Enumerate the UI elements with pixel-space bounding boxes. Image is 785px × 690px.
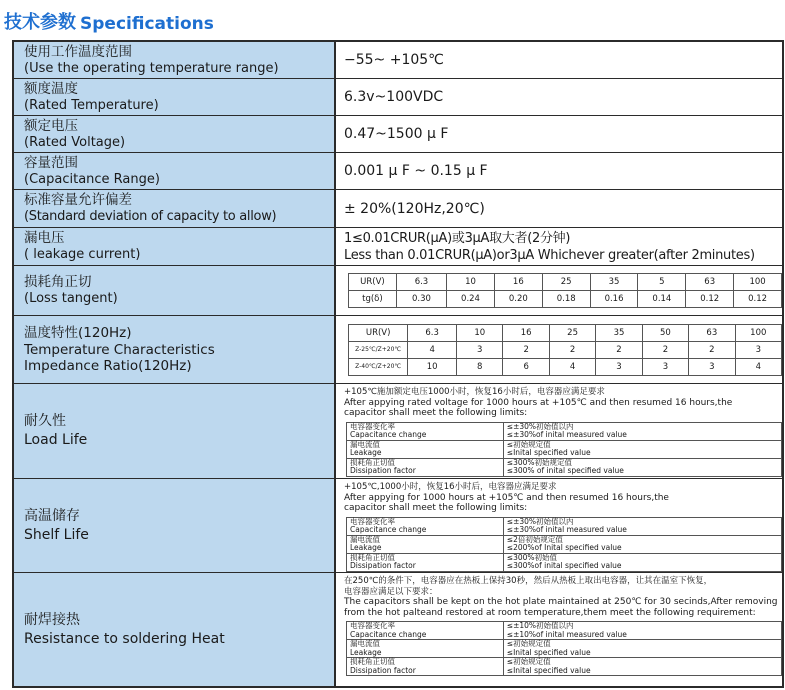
criteria-value-en: ≤±10%of inital measured value bbox=[506, 629, 627, 639]
row-leakage-current bbox=[14, 227, 782, 265]
value-cell: 4 bbox=[549, 358, 595, 375]
criteria-en: Leakage bbox=[350, 448, 382, 457]
criteria-en: Dissipation factor bbox=[350, 466, 416, 475]
label-zh: 高温储存 bbox=[24, 507, 80, 524]
voltage-row bbox=[349, 274, 782, 291]
value-cell: 0.30 bbox=[396, 291, 446, 308]
criteria-value-zh: ≤初始规定值 bbox=[506, 639, 551, 648]
criteria-en: Dissipation factor bbox=[350, 561, 416, 570]
value-cell bbox=[336, 42, 782, 78]
label-zh: 使用工作温度范围 bbox=[24, 43, 132, 60]
label-cell bbox=[14, 316, 336, 383]
label-cell bbox=[14, 190, 336, 227]
value-cell bbox=[336, 573, 782, 686]
row-temperature-range bbox=[14, 42, 782, 78]
criteria-row bbox=[347, 458, 782, 476]
voltage-row bbox=[349, 324, 782, 341]
value-cell: 2 bbox=[549, 341, 595, 358]
voltage-cell: 25 bbox=[549, 324, 595, 341]
note-en-line1: The capacitors shall be kept on the hot plate maintained at 250℃ for 30 secinds,After removing bbox=[344, 597, 778, 607]
value-cell: 10 bbox=[408, 358, 457, 375]
note-en-line1: After appying for 1000 hours at +105℃ and then resumed 16 hours,the bbox=[344, 492, 669, 503]
label-zh: 温度特性(120Hz) bbox=[24, 325, 132, 341]
label-en: (Capacitance Range) bbox=[24, 171, 160, 187]
title-chinese: 技术参数 bbox=[4, 12, 76, 33]
note-en-line1: After appying rated voltage for 1000 hours at +105℃ and then resumed 16 hours,the bbox=[344, 397, 733, 408]
row-load-life bbox=[14, 383, 782, 478]
voltage-cell: 35 bbox=[590, 274, 638, 291]
specifications-table bbox=[12, 40, 784, 688]
criteria-value-zh: ≤2倍初始规定值 bbox=[506, 534, 563, 544]
row-soldering-heat bbox=[14, 572, 782, 686]
note-zh-line2: 电容器应满足以下要求： bbox=[344, 586, 438, 597]
voltage-cell: 63 bbox=[689, 324, 735, 341]
label-en: (Rated Voltage) bbox=[24, 134, 126, 150]
label-cell bbox=[14, 228, 336, 265]
impedance-row-40 bbox=[349, 358, 782, 375]
value-text-zh: 1≤0.01CRUR(μA)或3μA取大者(2分钟) bbox=[344, 230, 571, 246]
criteria-value-zh: ≤±30%初始值以内 bbox=[506, 421, 574, 431]
value-cell: 3 bbox=[735, 341, 781, 358]
voltage-cell: 6.3 bbox=[396, 274, 446, 291]
voltage-cell: 6.3 bbox=[408, 324, 457, 341]
criteria-zh: 损耗角正切值 bbox=[350, 552, 395, 562]
value-cell: 0.20 bbox=[494, 291, 542, 308]
criteria-value-zh: ≤300%初始规定值 bbox=[506, 457, 573, 467]
criteria-value-en: ≤300% of inital specified value bbox=[506, 466, 624, 475]
criteria-zh: 电容器变化率 bbox=[350, 621, 395, 630]
voltage-cell: 16 bbox=[503, 324, 549, 341]
label-cell bbox=[14, 79, 336, 115]
value-text: 6.3v~100VDC bbox=[344, 89, 444, 105]
value-text: 0.47~1500 μ F bbox=[344, 126, 449, 142]
criteria-value-zh: ≤初始规定值 bbox=[506, 657, 551, 666]
criteria-value-en: ≤Inital specified value bbox=[506, 665, 591, 675]
criteria-value-en: ≤Inital specified value bbox=[506, 647, 591, 657]
criteria-row bbox=[347, 440, 782, 458]
value-text-en: Less than 0.01CRUR(μA)or3μA Whichever greater(after 2minutes) bbox=[344, 247, 755, 263]
header-cell: UR(V) bbox=[349, 324, 408, 341]
label-zh: 额定电压 bbox=[24, 117, 78, 134]
label-cell bbox=[14, 266, 336, 315]
voltage-cell: 63 bbox=[686, 274, 734, 291]
label-zh: 容量范围 bbox=[24, 154, 78, 171]
criteria-value-en: ≤Inital specified value bbox=[506, 448, 591, 457]
label-cell bbox=[14, 573, 336, 686]
voltage-cell: 25 bbox=[542, 274, 590, 291]
value-cell bbox=[336, 479, 782, 572]
criteria-en: Capacitance change bbox=[350, 525, 427, 534]
label-cell bbox=[14, 153, 336, 189]
value-cell: 6 bbox=[503, 358, 549, 375]
value-cell: 8 bbox=[457, 358, 503, 375]
criteria-zh: 漏电流值 bbox=[350, 639, 380, 648]
label-zh: 损耗角正切 bbox=[24, 274, 92, 290]
label-cell bbox=[14, 116, 336, 152]
note-zh-line1: 在250℃的条件下，电容器应在热板上保持30秒，然后从热板上取出电容器，让其在温室下恢复， bbox=[344, 576, 713, 586]
value-cell bbox=[336, 266, 782, 315]
voltage-cell: 50 bbox=[642, 324, 688, 341]
impedance-ratio-table bbox=[348, 324, 782, 376]
criteria-row bbox=[347, 640, 782, 658]
note-en-line2: capacitor shall meet the following limits: bbox=[344, 503, 528, 513]
value-cell bbox=[336, 190, 782, 227]
row-rated-voltage bbox=[14, 115, 782, 152]
row-shelf-life bbox=[14, 478, 782, 572]
label-zh: 耐久性 bbox=[24, 413, 66, 429]
voltage-cell: 10 bbox=[447, 274, 495, 291]
row-label-cell: Z-40℃/Z+20℃ bbox=[349, 358, 408, 375]
criteria-value-en: ≤300%of inital specified value bbox=[506, 561, 622, 570]
row-standard-deviation bbox=[14, 189, 782, 227]
criteria-en: Leakage bbox=[350, 647, 382, 657]
criteria-row bbox=[347, 553, 782, 571]
value-text: −55~ +105℃ bbox=[344, 52, 444, 68]
voltage-cell: 16 bbox=[494, 274, 542, 291]
note-en-line2: from the hot palteand restored at room temperature,them meet the following requirement: bbox=[344, 607, 756, 618]
criteria-row bbox=[347, 517, 782, 535]
criteria-row bbox=[347, 622, 782, 640]
criteria-zh: 损耗角正切值 bbox=[350, 457, 395, 467]
label-zh: 标准容量允许偏差 bbox=[24, 192, 132, 208]
value-cell: 0.14 bbox=[638, 291, 686, 308]
criteria-en: Capacitance change bbox=[350, 629, 427, 639]
criteria-row bbox=[347, 535, 782, 553]
criteria-zh: 电容器变化率 bbox=[350, 516, 395, 526]
value-cell: 2 bbox=[689, 341, 735, 358]
label-en: Shelf Life bbox=[24, 526, 89, 543]
value-cell bbox=[336, 316, 782, 383]
value-cell bbox=[336, 384, 782, 478]
criteria-value-zh: ≤±30%初始值以内 bbox=[506, 516, 574, 526]
value-cell: 0.24 bbox=[447, 291, 495, 308]
voltage-cell: 10 bbox=[457, 324, 503, 341]
label-cell bbox=[14, 42, 336, 78]
value-cell: 0.12 bbox=[734, 291, 782, 308]
criteria-en: Dissipation factor bbox=[350, 665, 416, 675]
criteria-row bbox=[347, 422, 782, 440]
page-title bbox=[4, 6, 214, 34]
voltage-cell: 35 bbox=[596, 324, 642, 341]
label-en: ( leakage current) bbox=[24, 247, 141, 262]
value-cell: 2 bbox=[503, 341, 549, 358]
label-en: (Use the operating temperature range) bbox=[24, 60, 279, 76]
criteria-table bbox=[346, 621, 782, 676]
label-en: Load Life bbox=[24, 432, 88, 448]
label-zh: 额度温度 bbox=[24, 80, 78, 97]
criteria-en: Capacitance change bbox=[350, 430, 427, 439]
criteria-en: Leakage bbox=[350, 543, 382, 552]
value-cell: 0.16 bbox=[590, 291, 638, 308]
criteria-table bbox=[346, 517, 782, 572]
voltage-cell: 5 bbox=[638, 274, 686, 291]
value-cell: 4 bbox=[408, 341, 457, 358]
criteria-zh: 电容器变化率 bbox=[350, 421, 395, 431]
label-zh: 漏电压 bbox=[24, 230, 65, 246]
label-en: (Standard deviation of capacity to allow) bbox=[24, 209, 277, 224]
note-zh: +105℃,1000小时，恢复16小时后，电容器应满足要求 bbox=[344, 482, 557, 492]
value-cell: 3 bbox=[689, 358, 735, 375]
value-text: ± 20%(120Hz,20℃) bbox=[344, 200, 485, 217]
value-cell bbox=[336, 153, 782, 189]
label-en: (Rated Temperature) bbox=[24, 97, 159, 113]
value-text: 0.001 μ F ~ 0.15 μ F bbox=[344, 163, 488, 179]
value-cell: 0.12 bbox=[686, 291, 734, 308]
loss-tangent-table bbox=[348, 273, 782, 308]
header-cell: UR(V) bbox=[349, 274, 397, 291]
title-english: Specifications bbox=[80, 14, 214, 34]
tangent-row bbox=[349, 291, 782, 308]
value-cell bbox=[336, 228, 782, 265]
impedance-row-25 bbox=[349, 341, 782, 358]
row-loss-tangent bbox=[14, 265, 782, 315]
label-cell bbox=[14, 384, 336, 478]
criteria-row bbox=[347, 658, 782, 676]
criteria-value-zh: ≤300%初始值 bbox=[506, 552, 558, 562]
note-zh: +105℃施加额定电压1000小时，恢复16小时后，电容器应满足要求 bbox=[344, 387, 605, 397]
criteria-zh: 损耗角正切值 bbox=[350, 657, 395, 666]
voltage-cell: 100 bbox=[735, 324, 781, 341]
row-rated-temperature bbox=[14, 78, 782, 115]
criteria-value-en: ≤±30%of inital measured value bbox=[506, 430, 627, 439]
label-en-line1: Temperature Characteristics bbox=[24, 342, 215, 358]
value-cell: 4 bbox=[735, 358, 781, 375]
value-cell: 3 bbox=[596, 358, 642, 375]
criteria-zh: 漏电流值 bbox=[350, 534, 380, 544]
criteria-value-zh: ≤±10%初始值以内 bbox=[506, 621, 574, 630]
label-cell bbox=[14, 479, 336, 572]
criteria-value-zh: ≤初始规定值 bbox=[506, 439, 551, 449]
label-en: Resistance to soldering Heat bbox=[24, 630, 225, 647]
value-cell: 2 bbox=[642, 341, 688, 358]
criteria-value-en: ≤200%of Inital specified value bbox=[506, 543, 622, 552]
criteria-zh: 漏电流值 bbox=[350, 439, 380, 449]
row-capacitance-range bbox=[14, 152, 782, 189]
criteria-table bbox=[346, 422, 782, 477]
value-cell bbox=[336, 116, 782, 152]
voltage-cell: 100 bbox=[734, 274, 782, 291]
label-zh: 耐焊接热 bbox=[24, 611, 80, 628]
label-en-line2: Impedance Ratio(120Hz) bbox=[24, 358, 192, 374]
label-en: (Loss tangent) bbox=[24, 291, 118, 306]
value-cell: 2 bbox=[596, 341, 642, 358]
value-cell: 3 bbox=[642, 358, 688, 375]
criteria-value-en: ≤±30%of inital measured value bbox=[506, 525, 627, 534]
row-temperature-characteristics bbox=[14, 315, 782, 383]
value-cell: 3 bbox=[457, 341, 503, 358]
value-cell: 0.18 bbox=[542, 291, 590, 308]
value-cell bbox=[336, 79, 782, 115]
note-en-line2: capacitor shall meet the following limits: bbox=[344, 408, 528, 418]
row-label-cell: Z-25℃/Z+20℃ bbox=[349, 341, 408, 358]
row-label-cell: tg(δ) bbox=[349, 291, 397, 308]
